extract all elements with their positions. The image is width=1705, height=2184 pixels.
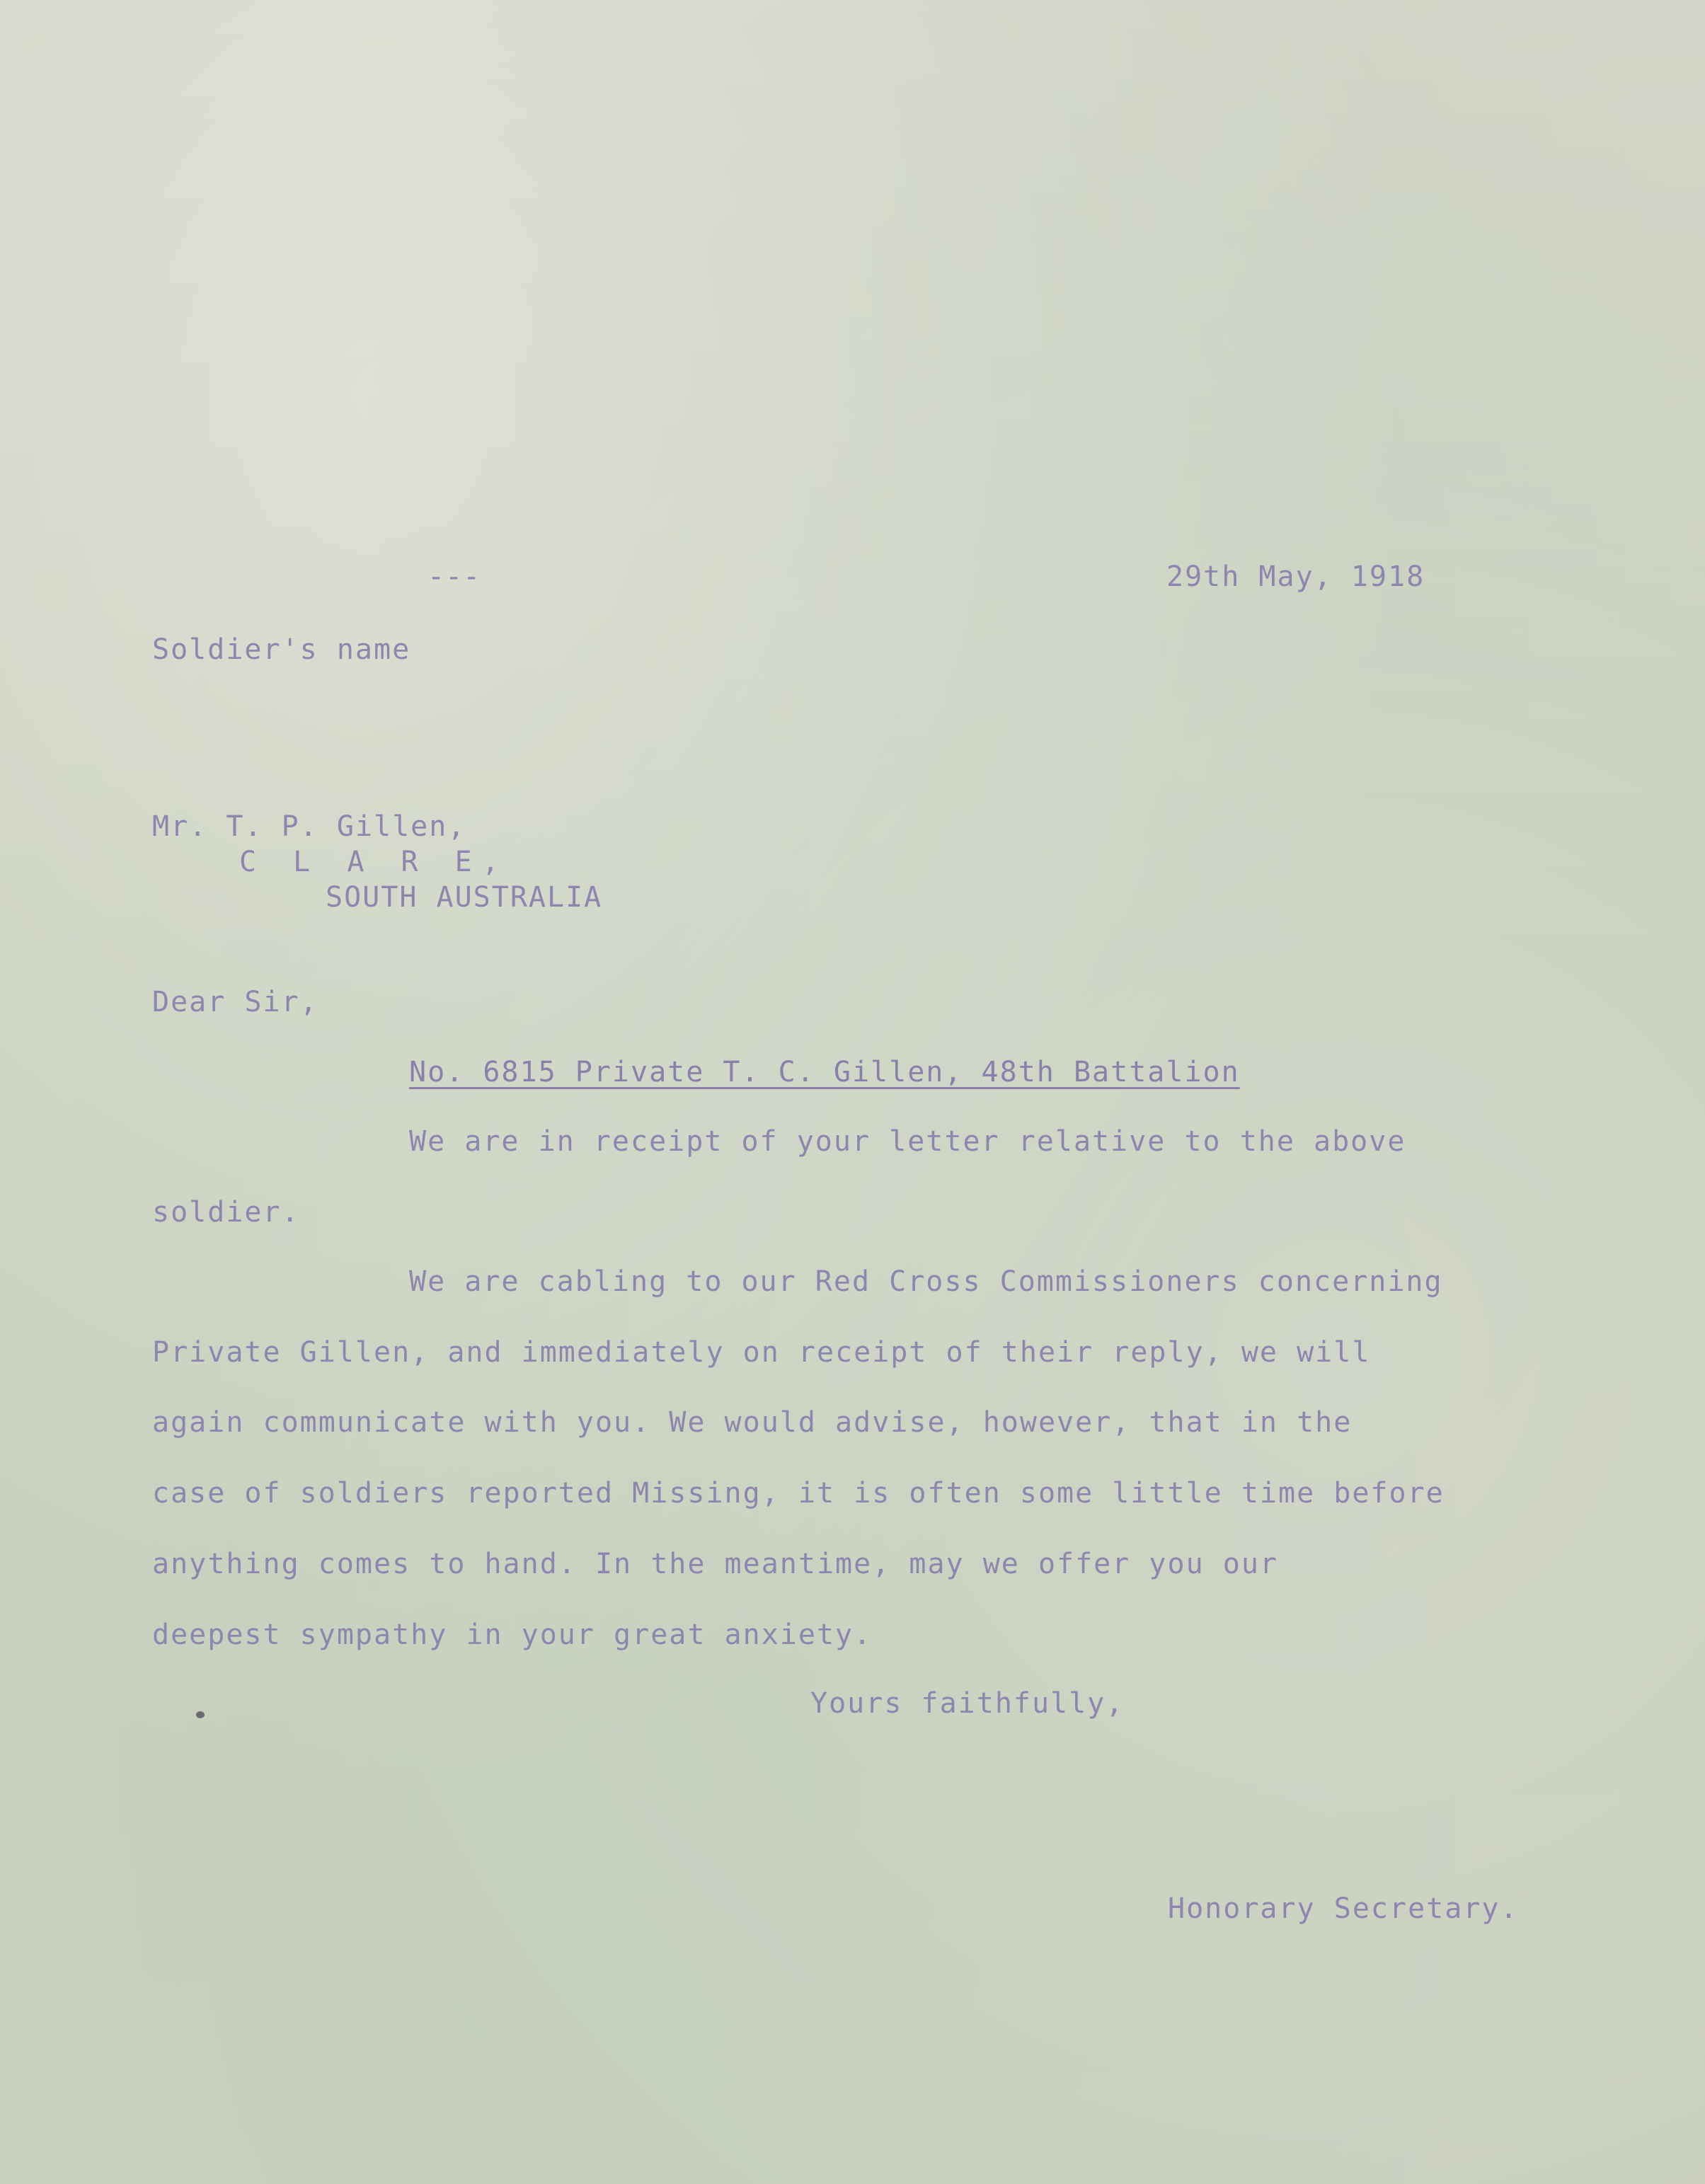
paragraph-2-line-2: Private Gillen, and immediately on receipt of their reply, we will bbox=[152, 1336, 1371, 1369]
paragraph-2-line-6: deepest sympathy in your great anxiety. bbox=[152, 1619, 873, 1651]
recipient-town: C L A R E, bbox=[239, 846, 509, 878]
soldier-name-label: Soldier's name bbox=[152, 633, 411, 666]
salutation: Dear Sir, bbox=[152, 986, 318, 1018]
header-dashes: --- bbox=[427, 561, 481, 593]
letter-date: 29th May, 1918 bbox=[1166, 561, 1425, 593]
subject-line: No. 6815 Private T. C. Gillen, 48th Battalion bbox=[409, 1056, 1240, 1088]
paragraph-2-line-1: We are cabling to our Red Cross Commissioners concerning bbox=[409, 1265, 1443, 1298]
paragraph-2-line-3: again communicate with you. We would advise, however, that in the bbox=[152, 1406, 1353, 1439]
paragraph-2-line-5: anything comes to hand. In the meantime, may we offer you our bbox=[152, 1548, 1279, 1580]
signoff-title: Honorary Secretary. bbox=[1168, 1892, 1519, 1925]
paragraph-1-line-1: We are in receipt of your letter relative to the above bbox=[409, 1125, 1406, 1158]
ink-speck bbox=[196, 1711, 205, 1718]
closing: Yours faithfully, bbox=[810, 1687, 1125, 1720]
recipient-state: SOUTH AUSTRALIA bbox=[326, 881, 603, 914]
paragraph-1-line-2: soldier. bbox=[152, 1196, 300, 1229]
recipient-name: Mr. T. P. Gillen, bbox=[152, 810, 466, 843]
paragraph-2-line-4: case of soldiers reported Missing, it is often some little time before bbox=[152, 1477, 1445, 1510]
